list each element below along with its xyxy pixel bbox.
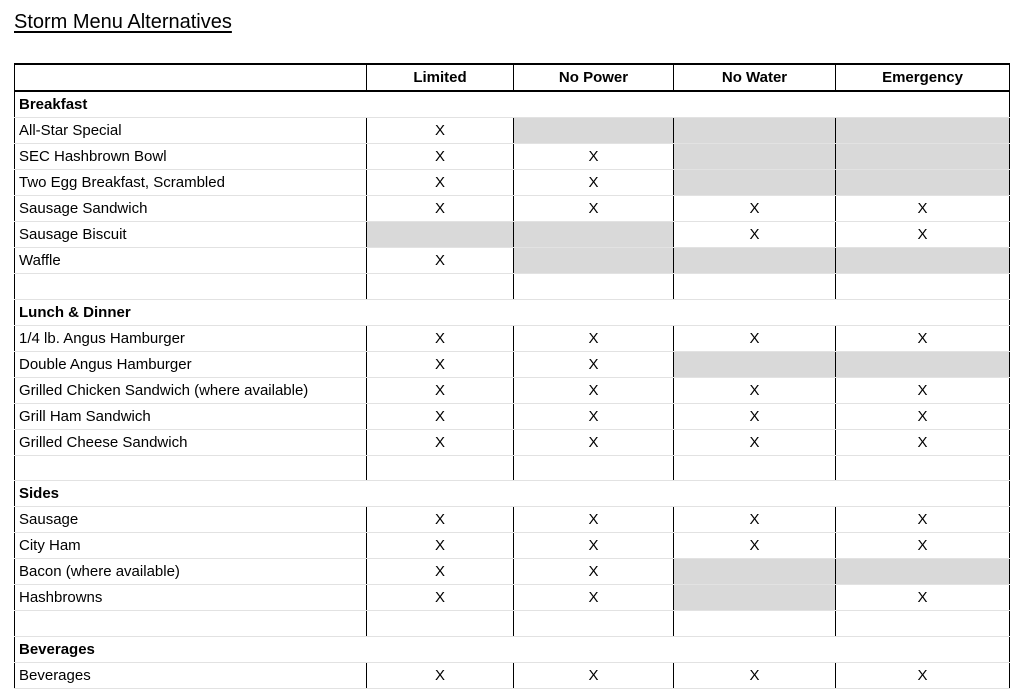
availability-cell-limited: X: [367, 144, 514, 170]
menu-item-name: Sausage Sandwich: [15, 196, 367, 222]
spacer-cell: [674, 611, 836, 637]
menu-item-name: Two Egg Breakfast, Scrambled: [15, 170, 367, 196]
section-spacer-row: [15, 611, 1010, 637]
table-row: [15, 533, 1010, 559]
availability-cell-emergency: X: [836, 429, 1010, 455]
section-header-row: [15, 636, 1010, 662]
table-row: [15, 585, 1010, 611]
availability-cell-no-water: X: [674, 377, 836, 403]
section-header-row: [15, 91, 1010, 118]
availability-cell-no-water: [674, 248, 836, 274]
spacer-cell: [15, 455, 367, 481]
availability-cell-limited: X: [367, 351, 514, 377]
menu-item-name: Sausage Biscuit: [15, 222, 367, 248]
spacer-cell: [15, 274, 367, 300]
availability-cell-limited: X: [367, 585, 514, 611]
availability-cell-no-power: X: [514, 403, 674, 429]
availability-cell-no-power: X: [514, 170, 674, 196]
section-title: Lunch & Dinner: [15, 299, 1010, 325]
spacer-cell: [674, 455, 836, 481]
availability-cell-no-water: X: [674, 507, 836, 533]
table-row: [15, 403, 1010, 429]
availability-cell-emergency: [836, 144, 1010, 170]
availability-cell-emergency: [836, 248, 1010, 274]
availability-cell-limited: X: [367, 170, 514, 196]
availability-cell-no-power: X: [514, 144, 674, 170]
availability-cell-no-water: X: [674, 222, 836, 248]
header-blank-cell: [15, 64, 367, 91]
menu-item-name: Double Angus Hamburger: [15, 351, 367, 377]
availability-cell-no-water: X: [674, 429, 836, 455]
availability-cell-no-water: [674, 585, 836, 611]
section-spacer-row: [15, 274, 1010, 300]
menu-item-name: City Ham: [15, 533, 367, 559]
spacer-cell: [514, 274, 674, 300]
spacer-cell: [514, 611, 674, 637]
availability-cell-no-power: X: [514, 377, 674, 403]
menu-item-name: Hashbrowns: [15, 585, 367, 611]
availability-cell-no-power: [514, 222, 674, 248]
availability-cell-no-power: X: [514, 507, 674, 533]
availability-cell-no-water: [674, 351, 836, 377]
availability-cell-emergency: X: [836, 533, 1010, 559]
menu-item-name: Grilled Chicken Sandwich (where available): [15, 377, 367, 403]
storm-menu-table: [14, 63, 1010, 689]
menu-item-name: Sausage: [15, 507, 367, 533]
spacer-cell: [367, 611, 514, 637]
spacer-cell: [836, 455, 1010, 481]
availability-cell-no-power: X: [514, 662, 674, 688]
availability-cell-limited: X: [367, 533, 514, 559]
availability-cell-limited: X: [367, 507, 514, 533]
spacer-cell: [674, 274, 836, 300]
menu-item-name: Grilled Cheese Sandwich: [15, 429, 367, 455]
availability-cell-no-water: X: [674, 403, 836, 429]
table-row: [15, 377, 1010, 403]
availability-cell-limited: X: [367, 118, 514, 144]
availability-cell-no-water: [674, 559, 836, 585]
availability-cell-no-water: X: [674, 196, 836, 222]
header-limited: Limited: [367, 64, 514, 91]
availability-cell-emergency: X: [836, 403, 1010, 429]
availability-cell-no-power: [514, 248, 674, 274]
section-title: Sides: [15, 481, 1010, 507]
section-title: Beverages: [15, 636, 1010, 662]
document-title: Storm Menu Alternatives: [14, 11, 232, 33]
spacer-cell: [836, 274, 1010, 300]
availability-cell-no-power: X: [514, 559, 674, 585]
availability-cell-limited: X: [367, 325, 514, 351]
availability-cell-emergency: X: [836, 377, 1010, 403]
availability-cell-limited: X: [367, 403, 514, 429]
availability-cell-no-power: X: [514, 351, 674, 377]
table-row: [15, 222, 1010, 248]
table-row: [15, 144, 1010, 170]
availability-cell-emergency: X: [836, 325, 1010, 351]
availability-cell-no-power: X: [514, 429, 674, 455]
availability-cell-no-power: [514, 118, 674, 144]
availability-cell-emergency: X: [836, 196, 1010, 222]
availability-cell-emergency: X: [836, 222, 1010, 248]
header-no-power: No Power: [514, 64, 674, 91]
table-row: [15, 351, 1010, 377]
availability-cell-no-water: [674, 170, 836, 196]
menu-item-name: 1/4 lb. Angus Hamburger: [15, 325, 367, 351]
availability-cell-limited: [367, 222, 514, 248]
availability-cell-emergency: [836, 351, 1010, 377]
menu-item-name: Bacon (where available): [15, 559, 367, 585]
availability-cell-emergency: X: [836, 507, 1010, 533]
spacer-cell: [367, 455, 514, 481]
availability-cell-no-water: X: [674, 533, 836, 559]
table-row: [15, 559, 1010, 585]
availability-cell-no-power: X: [514, 325, 674, 351]
availability-cell-no-water: [674, 144, 836, 170]
table-row: [15, 325, 1010, 351]
availability-cell-emergency: [836, 559, 1010, 585]
availability-cell-emergency: X: [836, 662, 1010, 688]
table-row: [15, 662, 1010, 688]
table-row: [15, 118, 1010, 144]
availability-cell-limited: X: [367, 429, 514, 455]
availability-cell-no-power: X: [514, 196, 674, 222]
availability-cell-no-power: X: [514, 533, 674, 559]
menu-item-name: All-Star Special: [15, 118, 367, 144]
menu-item-name: SEC Hashbrown Bowl: [15, 144, 367, 170]
availability-cell-no-water: [674, 118, 836, 144]
availability-cell-limited: X: [367, 662, 514, 688]
availability-cell-emergency: [836, 170, 1010, 196]
menu-item-name: Beverages: [15, 662, 367, 688]
availability-cell-limited: X: [367, 377, 514, 403]
menu-body: [15, 91, 1010, 688]
section-title: Breakfast: [15, 91, 1010, 118]
section-header-row: [15, 481, 1010, 507]
availability-cell-limited: X: [367, 248, 514, 274]
section-header-row: [15, 299, 1010, 325]
table-row: [15, 196, 1010, 222]
menu-item-name: Grill Ham Sandwich: [15, 403, 367, 429]
availability-cell-no-power: X: [514, 585, 674, 611]
menu-item-name: Waffle: [15, 248, 367, 274]
header-row: [15, 64, 1010, 91]
table-row: [15, 170, 1010, 196]
spacer-cell: [15, 611, 367, 637]
availability-cell-emergency: X: [836, 585, 1010, 611]
availability-cell-emergency: [836, 118, 1010, 144]
spacer-cell: [514, 455, 674, 481]
header-emergency: Emergency: [836, 64, 1010, 91]
spacer-cell: [836, 611, 1010, 637]
availability-cell-no-water: X: [674, 662, 836, 688]
table-row: [15, 507, 1010, 533]
availability-cell-limited: X: [367, 196, 514, 222]
table-row: [15, 248, 1010, 274]
availability-cell-limited: X: [367, 559, 514, 585]
section-spacer-row: [15, 455, 1010, 481]
table-row: [15, 429, 1010, 455]
header-no-water: No Water: [674, 64, 836, 91]
spacer-cell: [367, 274, 514, 300]
availability-cell-no-water: X: [674, 325, 836, 351]
